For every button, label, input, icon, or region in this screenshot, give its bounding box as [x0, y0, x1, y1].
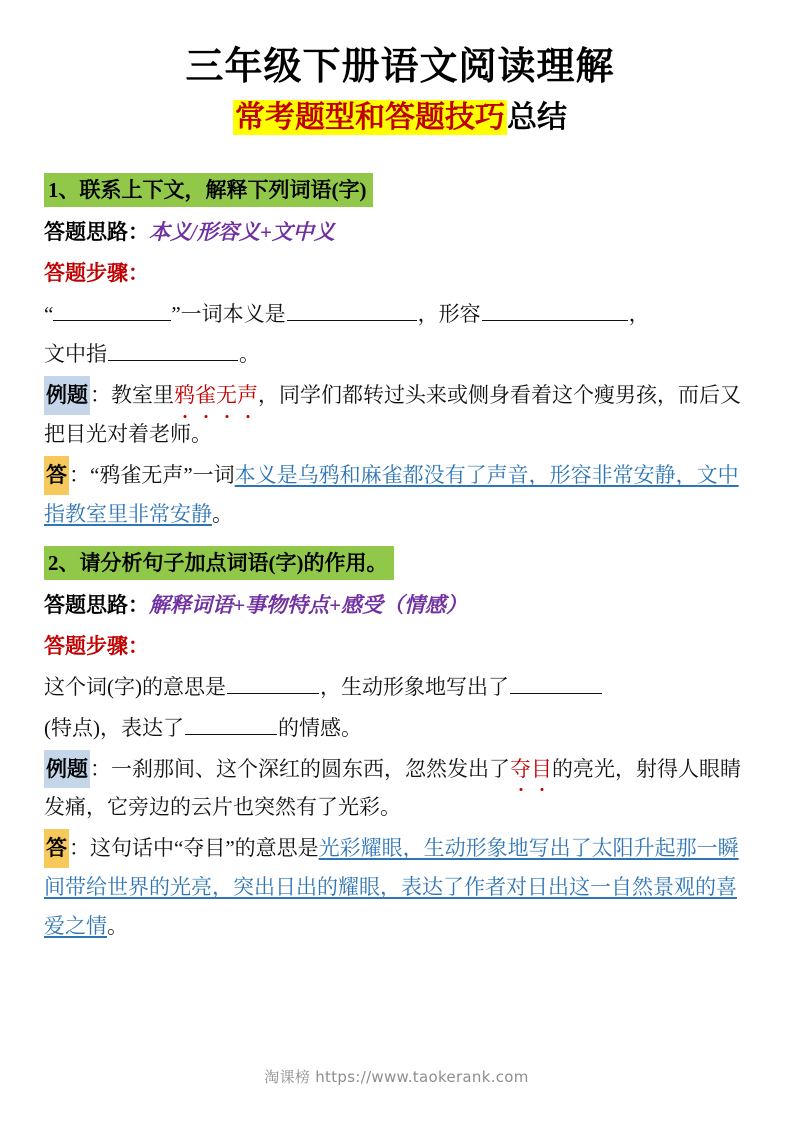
answer-block-1	[44, 456, 756, 534]
subtitle-tail: 总结	[507, 100, 567, 134]
footer-watermark: 淘课榜 https://www.taokerank.com	[264, 1068, 529, 1086]
example-colon-2: ：	[90, 756, 111, 781]
tpl-1-end: ，	[628, 301, 650, 326]
steps-label-row-1	[44, 254, 756, 293]
example-text-before-1: 教室里	[111, 383, 174, 408]
example-label-2: 例题	[44, 750, 90, 789]
subtitle-highlight: 常考题型和答题技巧	[235, 100, 505, 134]
page-subtitle	[44, 98, 756, 137]
tpl-1-after-quote: ”一词本义是	[171, 301, 286, 326]
page-title: 三年级下册语文阅读理解	[185, 46, 615, 88]
template-line-1a	[44, 295, 756, 334]
template-line-1b	[44, 335, 756, 374]
tpl-2-end: 的情感。	[278, 715, 362, 740]
answer-lead-2: 这句话中“夺目”的意思是	[90, 836, 319, 861]
example-text-after-1: ，同学们都转过头来或侧身看着这个瘦男孩，而后又把目光对着老师。	[44, 383, 741, 447]
example-text-after-2: 的亮光，射得人眼睛发痛，它旁边的云片也突然有了光彩。	[44, 756, 741, 820]
approach-line-1	[44, 213, 756, 252]
template-line-2a	[44, 668, 756, 707]
tpl-1-period: 。	[239, 342, 260, 367]
tpl-1-context-label: 文中指	[44, 342, 107, 367]
blank-context-meaning[interactable]	[108, 338, 238, 361]
tpl-2-mid: ，生动形象地写出了	[320, 674, 509, 699]
blank-emotion[interactable]	[185, 712, 277, 735]
approach-text-2: 解释词语+事物特点+感受（情感）	[149, 593, 467, 618]
approach-label-1: 答题思路：	[44, 219, 149, 244]
tpl-1-open-quote: “	[44, 301, 54, 326]
steps-label-1: 答题步骤：	[44, 260, 149, 285]
answer-lead-1: “鸦雀无声”一词	[90, 463, 235, 487]
answer-block-2	[44, 829, 756, 946]
blank-vivid-description[interactable]	[510, 671, 602, 694]
approach-label-2: 答题思路：	[44, 593, 149, 618]
tpl-1-comma: ，形容	[417, 301, 481, 326]
answer-colon-1: ：	[69, 463, 90, 487]
blank-literal-meaning[interactable]	[287, 298, 417, 321]
example-emphasis-2: 夺目	[510, 750, 552, 789]
example-label-1: 例题	[44, 376, 90, 415]
template-line-2b	[44, 709, 756, 748]
answer-underlined-1: 本义是乌鸦和麻雀都没有了声音，形容非常安静，文中指教室里非常安静	[44, 463, 739, 526]
steps-label-row-2	[44, 627, 756, 666]
answer-underlined-2: 光彩耀眼，生动形象地写出了太阳升起那一瞬间带给世界的光亮，突出日出的耀眼，表达了作者对日出这一自然景观的喜爱之情	[44, 836, 739, 938]
blank-describes[interactable]	[482, 298, 628, 321]
steps-label-2: 答题步骤：	[44, 633, 149, 658]
example-block-1	[44, 376, 756, 454]
approach-text-1: 本义/形容义+文中义	[149, 219, 335, 244]
example-block-2	[44, 750, 756, 828]
document-content	[44, 44, 756, 948]
blank-word[interactable]	[53, 298, 171, 321]
section-heading-1: 1、联系上下文，解释下列词语(字)	[44, 173, 373, 207]
answer-label-1: 答	[44, 456, 69, 495]
section-heading-2: 2、请分析句子加点词语(字)的作用。	[44, 546, 394, 580]
example-colon-1: ：	[90, 383, 111, 408]
approach-line-2	[44, 586, 756, 625]
answer-label-2: 答	[44, 829, 69, 868]
blank-word-meaning[interactable]	[227, 671, 319, 694]
tpl-2-meaning-label: 这个词(字)的意思是	[44, 674, 226, 699]
tpl-2-feature-label: (特点)，表达了	[44, 715, 184, 740]
example-text-before-2: 一刹那间、这个深红的圆东西，忽然发出了	[111, 756, 510, 781]
answer-colon-2: ：	[69, 836, 90, 861]
answer-tail-2: 。	[107, 913, 128, 938]
example-emphasis-1: 鸦雀无声	[174, 376, 258, 415]
answer-tail-1: 。	[212, 501, 233, 526]
